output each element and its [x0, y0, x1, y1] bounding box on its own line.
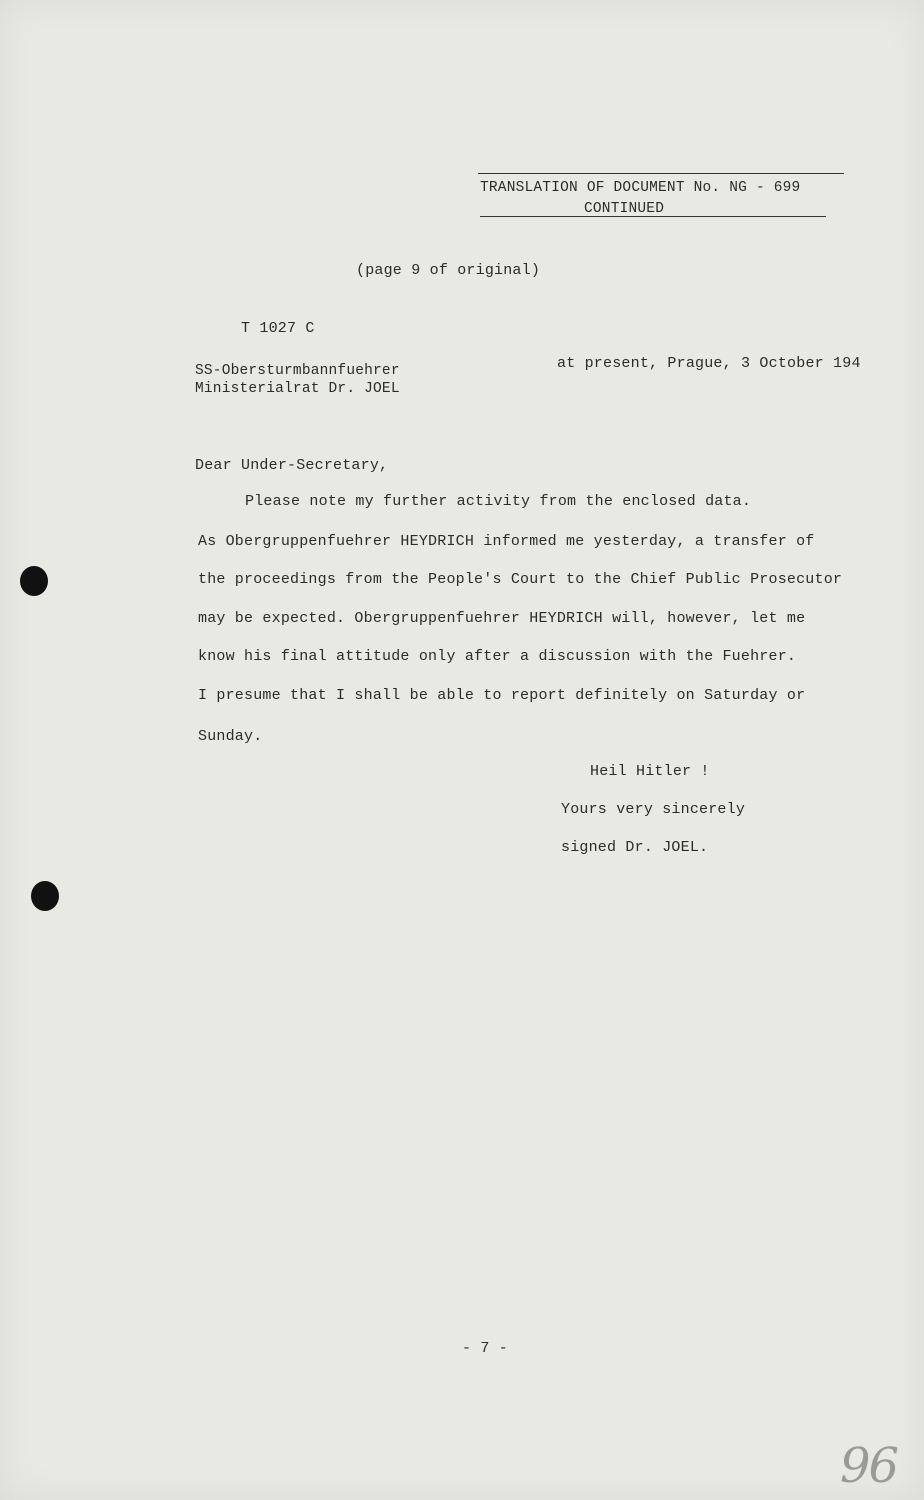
page-number: - 7 - [462, 1340, 509, 1357]
closing-valediction: Yours very sincerely [561, 801, 746, 818]
body-line: Please note my further activity from the enclosed data. [245, 493, 752, 510]
body-line: the proceedings from the People's Court to the Chief Public Prosecutor [198, 571, 843, 588]
body-line: know his final attitude only after a discussion with the Fuehrer. [198, 648, 797, 665]
place-date: at present, Prague, 3 October 194 [557, 355, 861, 372]
header-bottom-rule [480, 216, 826, 217]
sender-name: Ministerialrat Dr. JOEL [195, 381, 400, 397]
sender-rank: SS-Obersturmbannfuehrer [195, 363, 400, 379]
salutation: Dear Under-Secretary, [195, 457, 389, 474]
body-line: may be expected. Obergruppenfuehrer HEYDRICH will, however, let me [198, 610, 806, 627]
reference-number: T 1027 C [241, 320, 315, 337]
body-line: As Obergruppenfuehrer HEYDRICH informed me yesterday, a transfer of [198, 533, 815, 550]
punch-hole-top [20, 566, 48, 596]
page-reference: (page 9 of original) [356, 262, 541, 279]
punch-hole-bottom [31, 881, 59, 911]
closing-greeting: Heil Hitler ! [590, 763, 710, 780]
document-continued: CONTINUED [584, 201, 665, 217]
closing-signature: signed Dr. JOEL. [561, 839, 709, 856]
header-top-rule [478, 173, 844, 174]
body-line: Sunday. [198, 728, 263, 745]
body-line: I presume that I shall be able to report definitely on Saturday or [198, 687, 806, 704]
document-title: TRANSLATION OF DOCUMENT No. NG - 699 [480, 180, 801, 196]
pencil-page-mark: 96 [840, 1438, 898, 1494]
